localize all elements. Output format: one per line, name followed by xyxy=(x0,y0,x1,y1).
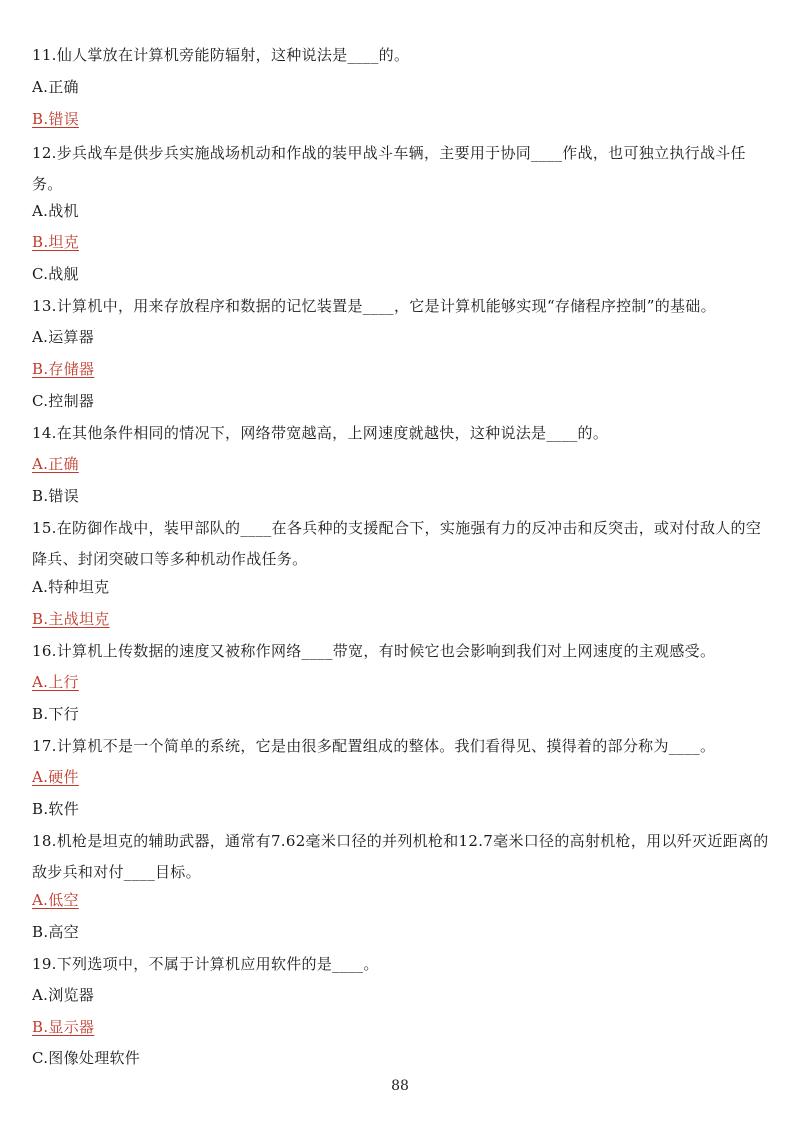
answer-option: B.软件 xyxy=(32,800,79,818)
page-number: 88 xyxy=(391,1078,409,1094)
correct-answer-option: A.上行 xyxy=(32,673,79,691)
question-stem: 19.下列选项中，不属于计算机应用软件的是____。 xyxy=(32,955,379,973)
correct-answer-option: A.低空 xyxy=(32,891,79,909)
question-stem: 18.机枪是坦克的辅助武器，通常有7.62毫米口径的并列机枪和12.7毫米口径的高射机枪，用以歼灭近距离的敌步兵和对付____目标。 xyxy=(32,832,769,881)
question-stem: 15.在防御作战中，装甲部队的____在各兵种的支援配合下，实施强有力的反冲击和反突击，或对付敌人的空降兵、封闭突破口等多种机动作战任务。 xyxy=(32,519,762,568)
answer-option: B.高空 xyxy=(32,923,79,941)
correct-answer-option: B.坦克 xyxy=(32,233,79,251)
question-stem: 17.计算机不是一个简单的系统，它是由很多配置组成的整体。我们看得见、摸得着的部分称为____。 xyxy=(32,737,716,755)
answer-option: A.浏览器 xyxy=(32,986,95,1004)
answer-option: C.战舰 xyxy=(32,265,79,283)
correct-answer-option: B.显示器 xyxy=(32,1018,95,1036)
answer-option: C.图像处理软件 xyxy=(32,1049,141,1067)
answer-option: A.战机 xyxy=(32,202,79,220)
correct-answer-option: B.错误 xyxy=(32,110,79,128)
correct-answer-option: B.存储器 xyxy=(32,360,95,378)
question-stem: 12.步兵战车是供步兵实施战场机动和作战的装甲战斗车辆，主要用于协同____作战，也可独立执行战斗任务。 xyxy=(32,144,746,193)
question-stem: 14.在其他条件相同的情况下，网络带宽越高，上网速度就越快，这种说法是____的。 xyxy=(32,424,609,442)
answer-option: A.特种坦克 xyxy=(32,578,110,596)
answer-option: B.下行 xyxy=(32,705,79,723)
answer-option: C.控制器 xyxy=(32,392,95,410)
question-stem: 13.计算机中，用来存放程序和数据的记忆装置是____，它是计算机能够实现“存储程序控制”的基础。 xyxy=(32,297,716,315)
answer-option: A.正确 xyxy=(32,78,79,96)
question-stem: 11.仙人掌放在计算机旁能防辐射，这种说法是____的。 xyxy=(32,46,410,64)
correct-answer-option: B.主战坦克 xyxy=(32,610,110,628)
correct-answer-option: A.正确 xyxy=(32,455,79,473)
correct-answer-option: A.硬件 xyxy=(32,768,79,786)
question-stem: 16.计算机上传数据的速度又被称作网络____带宽，有时候它也会影响到我们对上网速度的主观感受。 xyxy=(32,642,716,660)
answer-option: B.错误 xyxy=(32,487,79,505)
answer-option: A.运算器 xyxy=(32,328,95,346)
